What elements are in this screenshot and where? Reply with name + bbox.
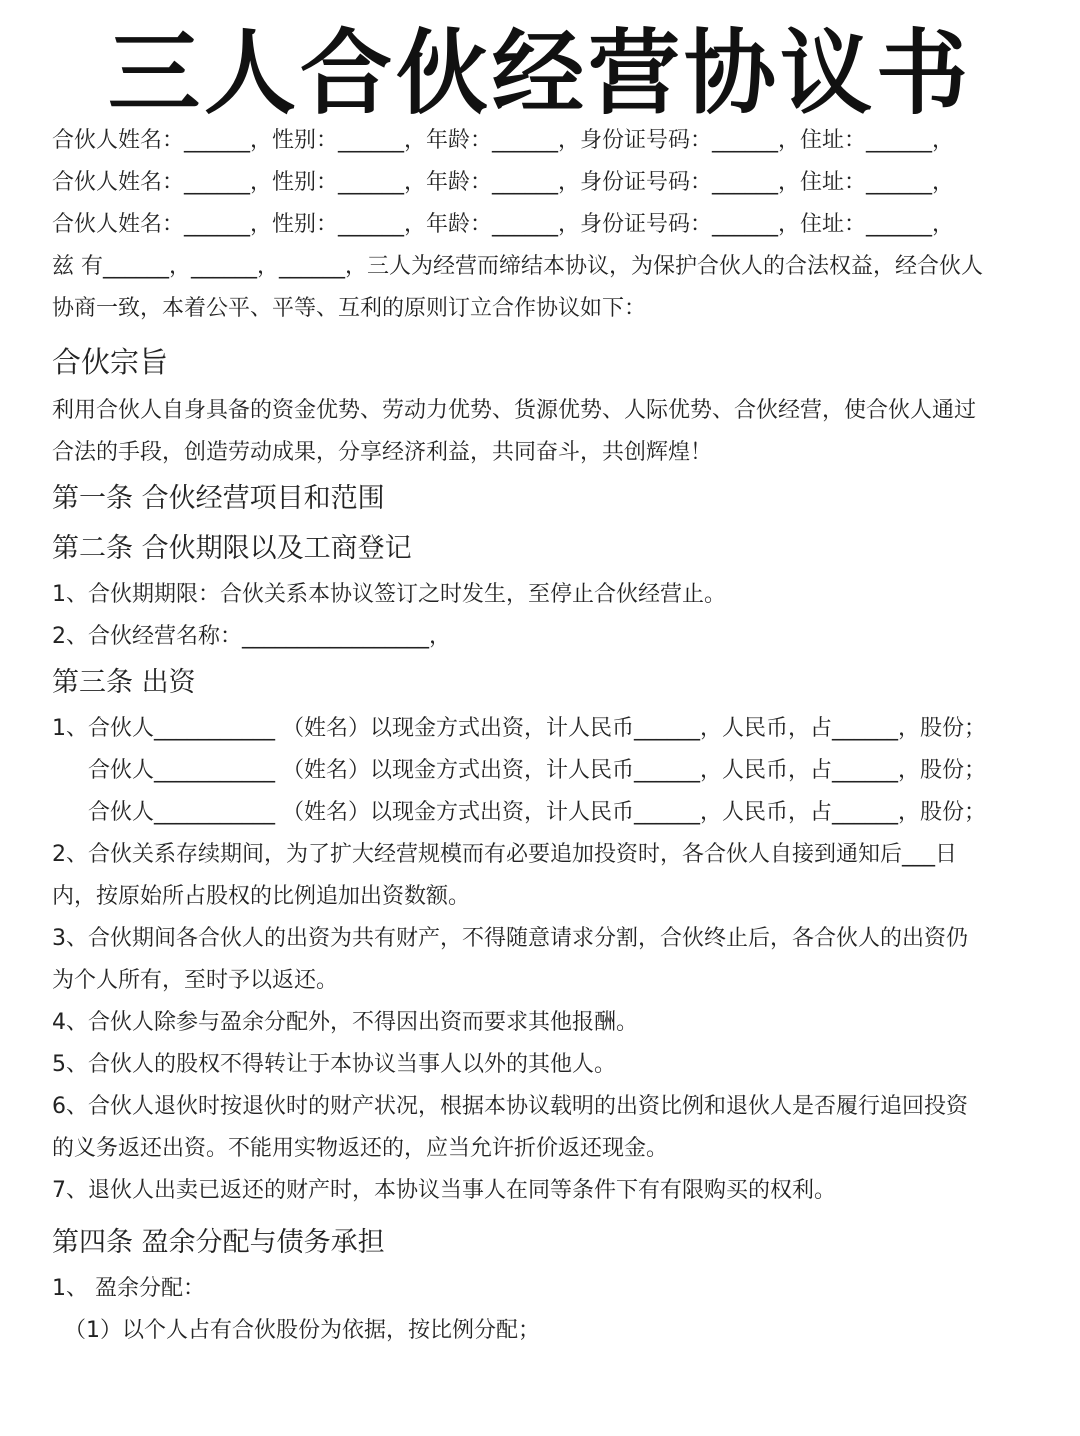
- article3-item-line-7: 6、合伙人退伙时按退伙时的财产状况，根据本协议载明的出资比例和退伙人是否履行追回投资: [52, 1094, 969, 1119]
- article3-item-line-5: 4、合伙人除参与盈余分配外，不得因出资而要求其他报酬。: [52, 1010, 638, 1035]
- article2-item-2: 2、合伙经营名称：_________________，: [52, 624, 451, 649]
- partner-line-3: 合伙人姓名：______，性别：______，年龄：______，身份证号码：______，住址：______，: [52, 212, 955, 237]
- article2-heading: 第二条 合伙期限以及工商登记: [52, 533, 412, 564]
- purpose-line-1: 利用合伙人自身具备的资金优势、劳动力优势、货源优势、人际优势、合伙经营，使合伙人通过: [52, 398, 977, 423]
- intro-line-1: 兹 有______，______，______，三人为经营而缔结本协议，为保护合伙人的合法权益，经合伙人: [52, 254, 983, 279]
- article3-item-line-9: 7、退伙人出卖已返还的财产时，本协议当事人在同等条件下有有限购买的权利。: [52, 1178, 836, 1203]
- article3-item-line-2: 内，按原始所占股权的比例追加出资数额。: [52, 884, 471, 909]
- purpose-line-2: 合法的手段，创造劳动成果，分享经济利益，共同奋斗，共创辉煌！: [52, 440, 713, 465]
- intro-line-2: 协商一致，本着公平、平等、互利的原则订立合作协议如下：: [52, 296, 647, 321]
- article3-contrib-3: 合伙人___________ （姓名）以现金方式出资，计人民币______，人民币，占______，股份；: [88, 800, 986, 825]
- article3-contrib-2: 合伙人___________ （姓名）以现金方式出资，计人民币______，人民币，占______，股份；: [88, 758, 986, 783]
- article1-heading: 第一条 合伙经营项目和范围: [52, 483, 385, 514]
- article3-contrib-1: 1、合伙人___________ （姓名）以现金方式出资，计人民币______，人民币，占______，股份；: [52, 716, 986, 741]
- article4-item-1: （1）以个人占有合伙股份为依据，按比例分配；: [64, 1318, 540, 1343]
- article3-item-line-4: 为个人所有，至时予以返还。: [52, 968, 339, 993]
- article3-item-line-8: 的义务返还出资。不能用实物返还的，应当允许折价返还现金。: [52, 1136, 669, 1161]
- article3-heading: 第三条 出资: [52, 667, 196, 698]
- article2-item-1: 1、合伙期期限：合伙关系本协议签订之时发生，至停止合伙经营止。: [52, 582, 726, 607]
- purpose-heading: 合伙宗旨: [52, 345, 169, 379]
- partner-info-block: [52, 120, 1028, 330]
- article3-item-line-3: 3、合伙期间各合伙人的出资为共有财产，不得随意请求分割，合伙终止后，各合伙人的出资仍: [52, 926, 969, 951]
- article4-heading: 第四条 盈余分配与债务承担: [52, 1227, 385, 1258]
- article3-item-line-6: 5、合伙人的股权不得转让于本协议当事人以外的其他人。: [52, 1052, 616, 1077]
- article4-sub: 1、 盈余分配：: [52, 1276, 205, 1301]
- document-title: 三人合伙经营协议书: [107, 20, 972, 127]
- partner-line-2: 合伙人姓名：______，性别：______，年龄：______，身份证号码：______，住址：______，: [52, 170, 955, 195]
- partner-line-1: 合伙人姓名：______，性别：______，年龄：______，身份证号码：______，住址：______，: [52, 128, 955, 153]
- article3-item-line-1: 2、合伙关系存续期间，为了扩大经营规模而有必要追加投资时，各合伙人自接到通知后___日: [52, 842, 958, 867]
